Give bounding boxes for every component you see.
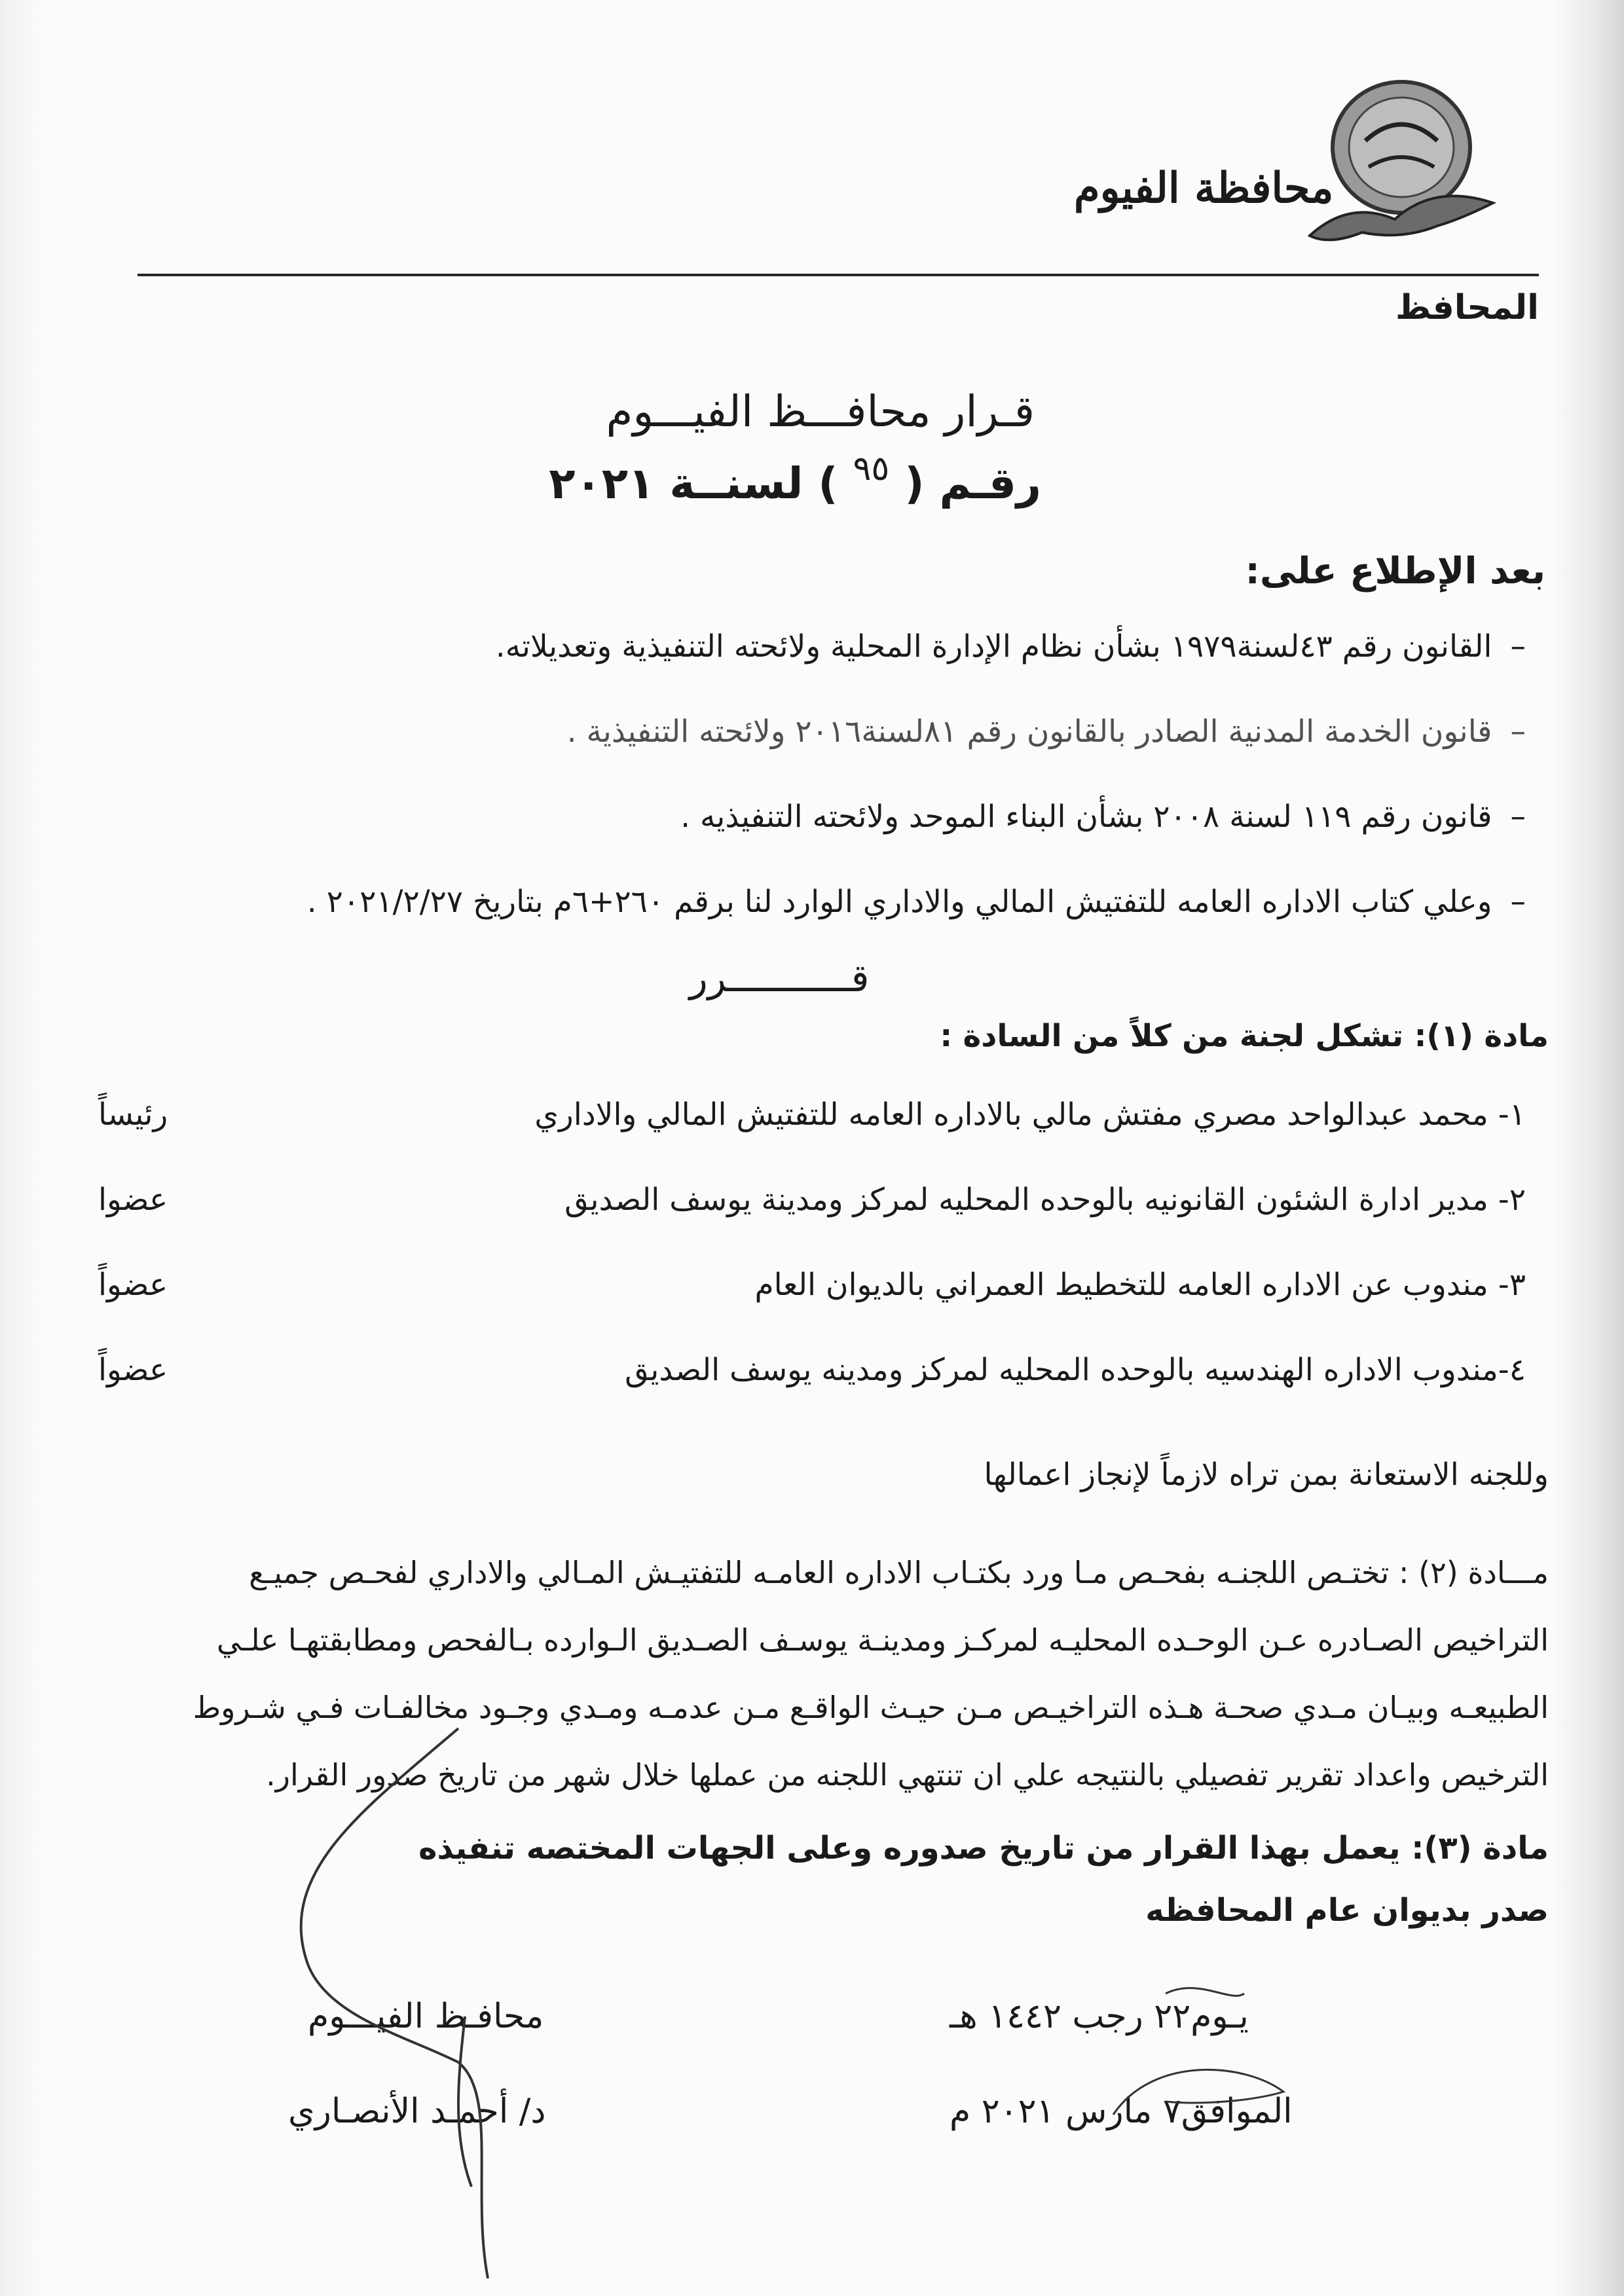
preamble-item: –قانون الخدمة المدنية الصادر بالقانون رقم ٨١لسنة٢٠١٦ ولائحته التنفيذية . bbox=[566, 714, 1526, 750]
scan-edge-shadow bbox=[1552, 0, 1624, 2296]
committee-role: رئيساً bbox=[98, 1097, 168, 1133]
preamble-item: –قانون رقم ١١٩ لسنة ٢٠٠٨ بشأن البناء الموحد ولائحته التنفيذيه . bbox=[680, 799, 1526, 835]
committee-help-note: وللجنه الاستعانة بمن تراه لازماً لإنجاز اعمالها bbox=[984, 1457, 1549, 1493]
article2-line: الطبيعـه وبيـان مـدي صحـة هـذه التراخيـص مـن حيـث الواقـع مـن عدمـه ومـدي وجـود مخالفـات فـي شـروط bbox=[193, 1690, 1549, 1725]
committee-role: عضواً bbox=[98, 1267, 168, 1303]
decree-number-prefix: رقـم ( bbox=[904, 458, 1041, 509]
decree-title: قـرار محافـــظ الفيـــوم bbox=[606, 386, 1035, 437]
committee-member: ١- محمد عبدالواحد مصري مفتش مالي بالاداره العامه للتفتيش المالي والاداري bbox=[534, 1097, 1526, 1133]
hijri-date: يـوم٢٢ رجب ١٤٤٢ هـ bbox=[950, 1997, 1249, 2036]
governorate-emblem-icon bbox=[1303, 69, 1500, 252]
committee-role: عضوا bbox=[98, 1182, 168, 1218]
decree-number-line bbox=[549, 449, 1041, 509]
office-label: المحافظ bbox=[1395, 288, 1539, 327]
article2-line: الترخيص واعداد تقرير تفصيلي بالنتيجه علي ان تنتهي اللجنه من عملها خلال شهر من تاريخ صدور القرار. bbox=[266, 1757, 1549, 1793]
signatory-title: محافـظ الفيـــوم bbox=[308, 1997, 544, 2036]
preamble-item: –القانون رقم ٤٣لسنة١٩٧٩ بشأن نظام الإدارة المحلية ولائحته التنفيذية وتعديلاته. bbox=[495, 629, 1526, 665]
preamble-item: –وعلي كتاب الاداره العامه للتفتيش المالي والاداري الوارد لنا برقم ٢٦٠+٦م بتاريخ ٢٠٢١/٢/٢٧ . bbox=[306, 884, 1526, 920]
article3: مادة (٣): يعمل بهذا القرار من تاريخ صدوره وعلى الجهات المختصه تنفيذه bbox=[418, 1830, 1549, 1867]
committee-member: ٤-مندوب الاداره الهندسيه بالوحده المحليه لمركز ومدينه يوسف الصديق bbox=[625, 1352, 1526, 1388]
decree-number-suffix: ) لسنــة ٢٠٢١ bbox=[549, 458, 838, 509]
signatory-name: د/ أحمـد الأنصـاري bbox=[288, 2092, 546, 2131]
committee-role: عضواً bbox=[98, 1352, 168, 1388]
article2-line: التراخيص الصـادره عـن الوحـده المحليـه لمركـز ومدينـة يوسـف الصـديق الـوارده بـالفحص ومطابقتهـا علـي bbox=[216, 1622, 1549, 1658]
header-divider bbox=[138, 274, 1539, 276]
decision-word: قـــــــــــرر bbox=[689, 956, 870, 1000]
article1-heading: مادة (١): تشكل لجنة من كلاً من السادة : bbox=[940, 1018, 1549, 1054]
decree-number: ٩٥ bbox=[853, 449, 890, 488]
gregorian-date: الموافق٧ مارس ٢٠٢١ م bbox=[950, 2092, 1293, 2131]
committee-member: ٢- مدير ادارة الشئون القانونيه بالوحده المحليه لمركز ومدينة يوسف الصديق bbox=[564, 1182, 1526, 1218]
issued-at: صدر بديوان عام المحافظه bbox=[1145, 1892, 1549, 1929]
governorate-name: محافظة الفيوم bbox=[1074, 164, 1334, 213]
committee-member: ٣- مندوب عن الاداره العامه للتخطيط العمراني بالديوان العام bbox=[754, 1267, 1526, 1303]
article2-line: مـــادة (٢) : تختـص اللجنـه بفحـص مـا ورد بكتـاب الاداره العامـه للتفتيـش المـالي والاداري لفحـص جميـع bbox=[249, 1555, 1549, 1590]
preamble-heading: بعد الإطلاع على: bbox=[1245, 550, 1545, 592]
scan-edge-shadow-left bbox=[0, 0, 39, 2296]
